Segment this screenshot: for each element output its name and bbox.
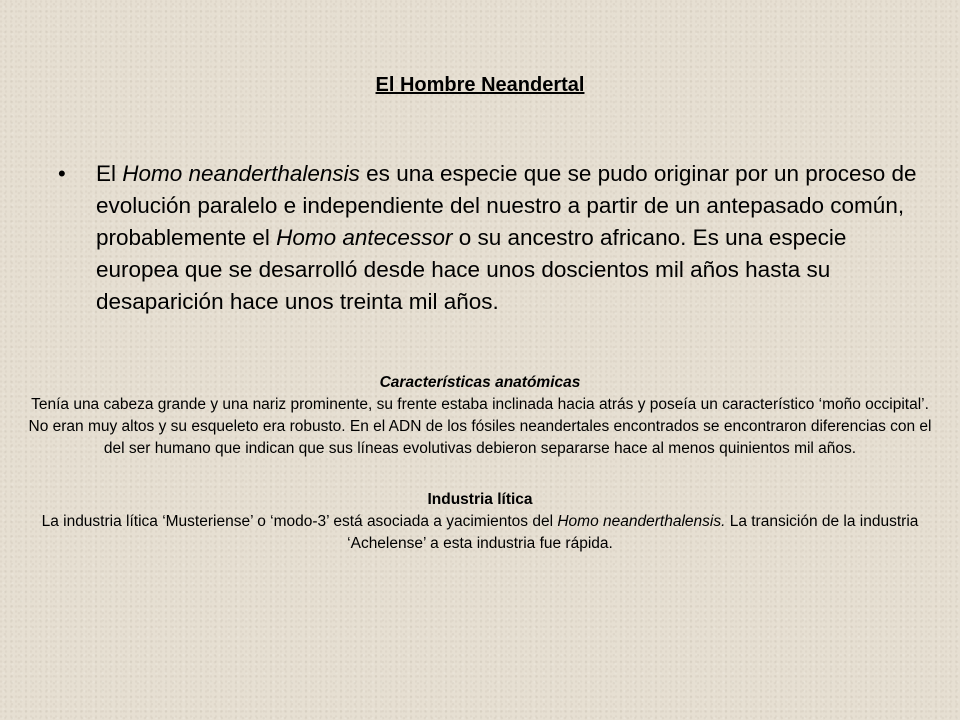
intro-text-1: El [96, 161, 123, 186]
intro-text-3: o su ancestro africano. Es una especie europea que se desarrolló desde hace unos doscientos mil años hasta su desaparición hace unos treinta mil años. [96, 225, 847, 314]
intro-bullet [58, 158, 918, 318]
species-name-italic: Homo neanderthalensis [122, 161, 360, 186]
anatomy-section [26, 372, 934, 460]
bullet-icon: • [58, 161, 66, 186]
industry-heading: Industria lítica [427, 491, 533, 508]
intro-paragraph [96, 158, 918, 318]
intro-text-2: es una especie que se pudo originar por un proceso de evolución paralelo e independiente del nuestro a partir de un antepasado común, probablemente el [96, 161, 917, 250]
anatomy-text: Tenía una cabeza grande y una nariz prominente, su frente estaba inclinada hacia atrás y poseía un característico ‘moño occipital’. No eran muy altos y su esqueleto era robusto. En el ADN de los fósiles neandertales encontrados se encontraron diferencias con el del ser humano que indican que sus líneas evolutivas debieron separarse hace al menos quinientos mil años. [28, 396, 932, 457]
page-title: El Hombre Neandertal [375, 74, 585, 96]
anatomy-heading: Características anatómicas [379, 374, 581, 391]
industry-text-2: La transición de la industria ‘Achelense’ a esta industria fue rápida. [347, 513, 919, 552]
industry-text-1: La industria lítica ‘Musteriense’ o ‘modo-3’ está asociada a yacimientos del [41, 513, 558, 530]
ancestor-name-italic: Homo antecessor [276, 225, 453, 250]
industry-species-italic: Homo neanderthalensis. [557, 513, 726, 530]
industry-section [26, 489, 934, 555]
